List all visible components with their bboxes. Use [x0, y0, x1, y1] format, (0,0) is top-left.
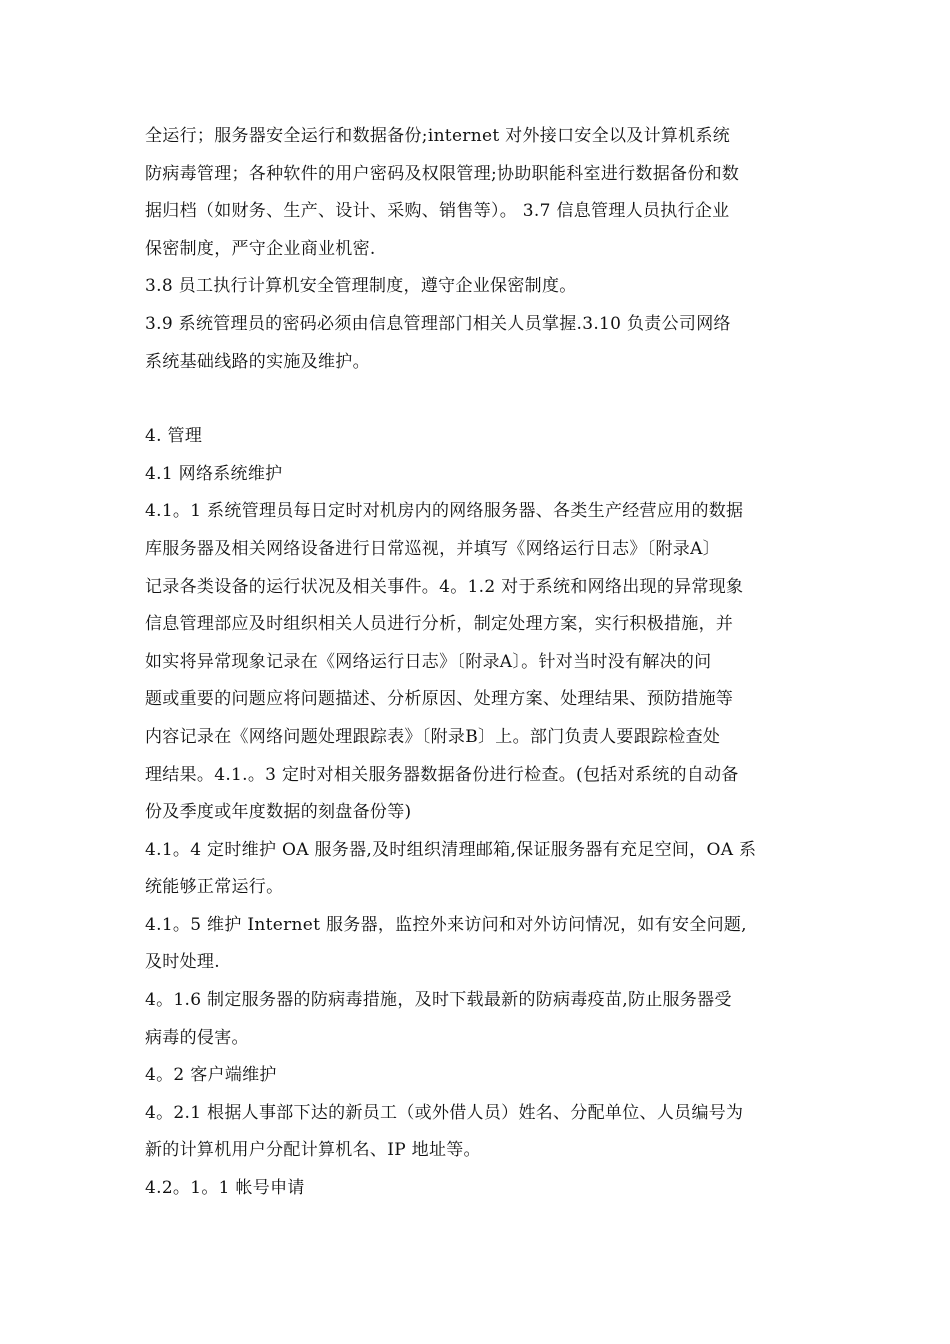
text-line: 防病毒管理；各种软件的用户密码及权限管理;协助职能科室进行数据备份和数 — [145, 163, 740, 184]
text-line: 保密制度，严守企业商业机密. — [145, 238, 376, 259]
subsection-heading: 4.2。1。1 帐号申请 — [145, 1178, 305, 1199]
text-line: 题或重要的问题应将问题描述、分析原因、处理方案、处理结果、预防措施等 — [145, 689, 734, 710]
text-line: 信息管理部应及时组织相关人员进行分析，制定处理方案，实行积极措施，并 — [145, 614, 734, 635]
text-line: 4。1.6 制定服务器的防病毒措施，及时下载最新的防病毒疫苗,防止服务器受 — [145, 990, 732, 1011]
text-line: 3.8 员工执行计算机安全管理制度，遵守企业保密制度。 — [145, 276, 577, 297]
document-body — [145, 118, 815, 1208]
text-line: 4.1。5 维护 Internet 服务器，监控外来访问和对外访问情况，如有安全问题, — [145, 914, 747, 935]
text-line: 份及季度或年度数据的刻盘备份等) — [145, 802, 412, 823]
text-line: 病毒的侵害。 — [145, 1027, 249, 1048]
text-line: 新的计算机用户分配计算机名、IP 地址等。 — [145, 1140, 481, 1161]
text-line: 理结果。4.1.。3 定时对相关服务器数据备份进行检查。(包括对系统的自动备 — [145, 764, 739, 785]
paragraph-gap — [145, 381, 815, 418]
subsection-heading: 4。2 客户端维护 — [145, 1065, 277, 1086]
subsection-heading: 4.1 网络系统维护 — [145, 463, 283, 484]
section-heading: 4. 管理 — [145, 426, 203, 447]
text-line: 系统基础线路的实施及维护。 — [145, 351, 370, 372]
text-line: 记录各类设备的运行状况及相关事件。4。1.2 对于系统和网络出现的异常现象 — [145, 576, 744, 597]
text-line: 统能够正常运行。 — [145, 877, 284, 898]
text-line: 4.1。4 定时维护 OA 服务器,及时组织清理邮箱,保证服务器有充足空间，OA 系 — [145, 839, 757, 860]
text-line: 库服务器及相关网络设备进行日常巡视，并填写《网络运行日志》〔附录A〕 — [145, 538, 720, 559]
text-line: 内容记录在《网络问题处理跟踪表》〔附录B〕上。部门负责人要跟踪检查处 — [145, 726, 721, 747]
text-line: 及时处理. — [145, 952, 220, 973]
text-line: 如实将异常现象记录在《网络运行日志》〔附录A〕。针对当时没有解决的问 — [145, 651, 712, 672]
text-line: 4.1。1 系统管理员每日定时对机房内的网络服务器、各类生产经营应用的数据 — [145, 501, 744, 522]
text-line: 3.9 系统管理员的密码必须由信息管理部门相关人员掌握.3.10 负责公司网络 — [145, 313, 731, 334]
text-line: 4。2.1 根据人事部下达的新员工（或外借人员）姓名、分配单位、人员编号为 — [145, 1102, 744, 1123]
text-line: 据归档（如财务、生产、设计、采购、销售等）。 3.7 信息管理人员执行企业 — [145, 201, 730, 222]
text-line: 全运行；服务器安全运行和数据备份;internet 对外接口安全以及计算机系统 — [145, 126, 731, 146]
